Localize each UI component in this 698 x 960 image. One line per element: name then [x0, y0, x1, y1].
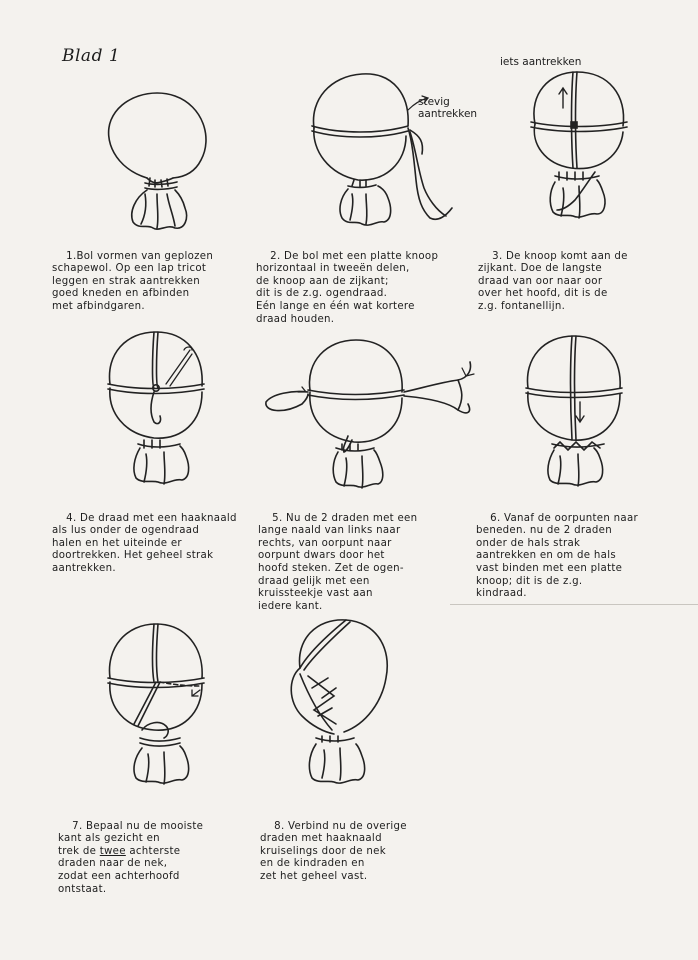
step-text: De knoop komt aan de zijkant. Doe de langste draad van oor naar oor over het hoofd, dit is de z.g. fontanellijn.	[478, 250, 628, 312]
annotation-iets-aantrekken: iets aantrekken	[500, 56, 582, 68]
step-text: Vanaf de oorpunten naar beneden. nu de 2 draden onder de hals strak aantrekken en om de hals vast binden met een platte knoop; dit is de z.g. kindraad.	[476, 512, 638, 600]
step-text: De draad met een haaknaald als lus onder de ogendraad halen en het uiteinde er doortrekken. Het geheel strak aantrekken.	[52, 512, 237, 574]
caption-step-5	[258, 500, 417, 626]
figure-8-neck-threads	[278, 614, 408, 794]
caption-step-3	[478, 238, 628, 326]
page-title: Blad 1	[62, 46, 121, 66]
caption-step-4	[52, 500, 237, 588]
figure-1-wool-ball	[95, 90, 225, 240]
step-text: Verbind nu de overige draden met haaknaald kruiselings door de nek en de kindraden en zet het geheel vast.	[260, 820, 407, 882]
figure-7-back-of-head	[100, 620, 230, 790]
caption-step-1	[52, 238, 213, 326]
step-number: 5.	[272, 512, 283, 524]
figure-5-long-needle	[262, 340, 492, 490]
step-number: 4.	[66, 512, 77, 524]
step-text: Bol vormen van geplozen schapewol. Op een lap tricot leggen en strak aantrekken goed kneden en afbinden met afbindgaren.	[52, 250, 214, 312]
step-number: 1.	[66, 250, 77, 262]
step-number: 6.	[490, 512, 501, 524]
annotation-stevig-aantrekken: stevig aantrekken	[418, 96, 478, 120]
caption-step-7	[58, 808, 203, 909]
figure-4-crochet-hook	[100, 328, 230, 488]
step-text: Bepaal nu de mooiste kant als gezicht en trek de	[58, 820, 204, 857]
step-number: 3.	[492, 250, 503, 262]
step-text: De bol met een platte knoop horizontaal in tweeën delen, de knoop aan de zijkant; dit is de z.g. ogendraad. Eén lange en één wat kortere draad houden.	[256, 250, 439, 325]
paper-edge-divider	[450, 604, 698, 605]
step-text: achterste draden naar de nek, zodat een achterhoofd ontstaat.	[58, 845, 181, 895]
figure-6-chin-thread	[518, 332, 648, 492]
underlined-word: twee	[99, 845, 126, 857]
step-text: Nu de 2 draden met een lange naald van links naar rechts, van oorpunt naar oorpunt dwars door het hoofd steken. Zet de ogen- draad gelijk met een kruissteekje vast aan iedere kant.	[258, 512, 418, 612]
step-number: 8.	[274, 820, 285, 832]
caption-step-8	[260, 808, 407, 896]
step-number: 2.	[270, 250, 281, 262]
step-number: 7.	[72, 820, 83, 832]
caption-step-2	[256, 238, 438, 339]
caption-step-6	[476, 500, 638, 613]
figure-3-fontanel-line	[515, 68, 655, 228]
